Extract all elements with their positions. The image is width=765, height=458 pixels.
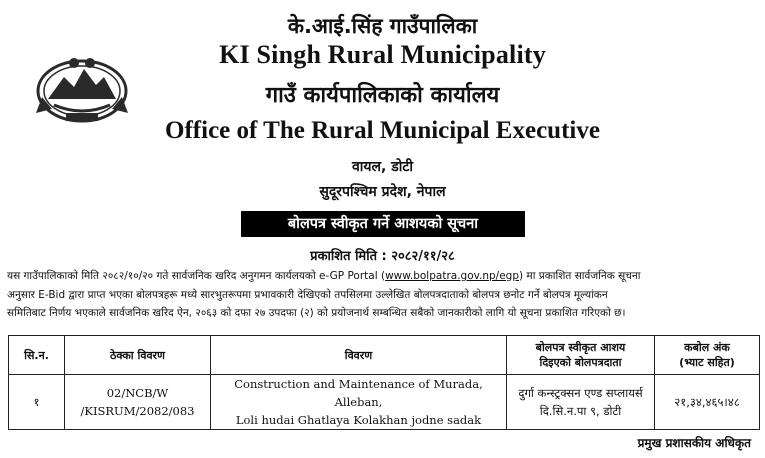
header-sn: सि.न.: [9, 336, 65, 375]
published-date: प्रकाशित मिति : २०८२/११/२८: [310, 249, 455, 264]
header-amount: [655, 336, 760, 375]
header-contract: ठेक्का विवरण: [65, 336, 211, 375]
egp-portal-link[interactable]: www.bolpatra.gov.np/egp: [385, 270, 519, 282]
cell-bidder-line-1: दुर्गा कन्स्ट्रक्सन एण्ड सप्लायर्स: [518, 386, 643, 400]
table-row: [9, 375, 760, 430]
cell-description: [211, 375, 507, 430]
header-bidder-line-2: दिइएको बोलपत्रदाता: [539, 356, 622, 369]
cell-bidder: [507, 375, 655, 430]
cell-amount: २१,३४,४६५।४८: [655, 375, 760, 430]
bid-table: [8, 335, 760, 430]
address-line-2: सुदूरपश्चिम प्रदेश, नेपाल: [319, 184, 446, 200]
header-amount-line-1: कबोल अंक: [684, 341, 730, 354]
notice-body-line-2: अनुसार E-Bid द्वारा प्राप्त भएका बोलपत्रहरू मध्ये सारभुतरूपमा प्रभावकारी देखिएको तपसिलमा उल्लेखित बोलपत्रदाताको बोलपत्र छनोट गर्ने बोलपत्र मूल्यांकन: [7, 288, 608, 301]
notice-text: ) मा प्रकाशित सार्वजनिक सूचना: [519, 270, 641, 282]
table-header-row: [9, 336, 760, 375]
municipality-name-nepali: के.आई.सिंह गाउँपालिका: [287, 14, 478, 38]
header-bidder: [507, 336, 655, 375]
cell-contract-line-2: /KISRUM/2082/083: [80, 404, 195, 418]
office-name-english: Office of The Rural Municipal Executive: [165, 117, 600, 144]
notice-title: बोलपत्र स्वीकृत गर्ने आशयको सूचना: [241, 211, 525, 237]
cell-contract: [65, 375, 211, 430]
cell-description-line-1: Construction and Maintenance of Murada, Alleban,: [234, 377, 483, 409]
notice-body-line-3: समितिबाट निर्णय भएकाले सार्वजनिक खरिद ऐन, २०६३ को दफा २७ उपदफा (२) को प्रयोजनार्थ सम्बन्धित सबैको जानकारीको लागि यो सूचना प्रकाशित गरिएको छ।: [7, 307, 626, 319]
notice-body-line-1: [7, 267, 759, 286]
header-description: विवरण: [211, 336, 507, 375]
signature-title: प्रमुख प्रशासकीय अधिकृत: [637, 436, 751, 450]
notice-body: [7, 267, 759, 323]
header-bidder-line-1: बोलपत्र स्वीकृत आशय: [535, 341, 626, 354]
address-line-1: वायल, डोटी: [351, 159, 413, 175]
cell-contract-line-1: 02/NCB/W: [106, 386, 169, 400]
header-amount-line-2: (भ्याट सहित): [679, 356, 735, 369]
municipality-name-english: KI Singh Rural Municipality: [219, 40, 546, 69]
cell-description-line-2: Loli hudai Ghatlaya Kolakhan jodne sadak: [235, 413, 482, 427]
notice-text: यस गाउँपालिकाको मिति २०८२/१०/२० गते सार्वजनिक खरिद अनुगमन कार्यलयको e-GP Portal (: [7, 270, 386, 282]
cell-sn: १: [9, 375, 65, 430]
office-name-nepali: गाउँ कार्यपालिकाको कार्यालय: [265, 83, 500, 108]
cell-bidder-line-2: दि.सि.न.पा ९, डोटी: [539, 404, 622, 418]
